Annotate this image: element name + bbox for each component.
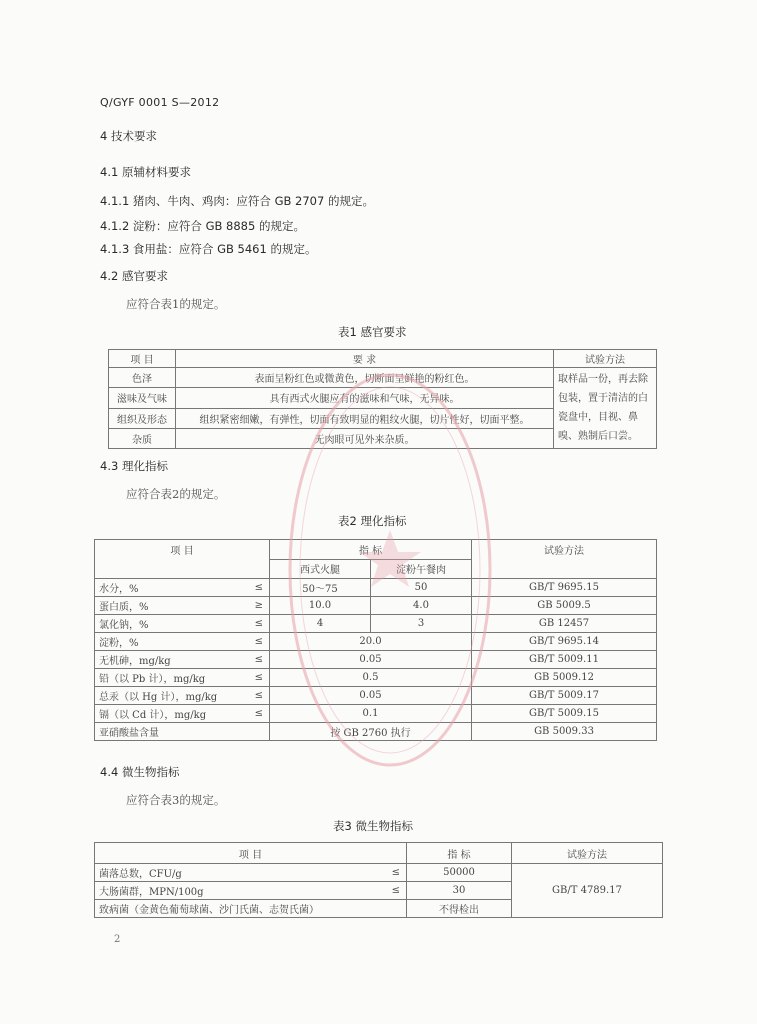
section-4-4-heading: 4.4 微生物指标 (100, 765, 180, 779)
table2-header-index: 指 标 (270, 540, 472, 560)
table2-item: 淀粉，% (95, 633, 250, 651)
stamp-star-icon (359, 530, 421, 587)
table3-comparator: ≤ (386, 864, 407, 882)
table2-comparator (249, 723, 270, 741)
table1-header-requirement: 要 求 (176, 350, 554, 368)
table1-header-method: 试验方法 (554, 350, 657, 368)
table2-method: GB 5009.33 (472, 723, 657, 741)
red-seal-stamp (280, 360, 500, 780)
section-4-1-2: 4.1.2 淀粉：应符合 GB 8885 的规定。 (100, 219, 305, 233)
table2-value: 0.05 (270, 687, 472, 705)
table2-value: 4.0 (371, 597, 472, 615)
table1-cell: 滋味及气味 (109, 388, 176, 408)
table3-caption: 表3 微生物指标 (333, 819, 413, 833)
table2-value: 0.05 (270, 651, 472, 669)
table2-subheader-ham: 西式火腿 (270, 559, 371, 579)
table2-method: GB/T 5009.11 (472, 651, 657, 669)
page-number: 2 (114, 934, 121, 945)
table1-method: 取样品一份，再去除包装，置于清洁的白瓷盘中，目视、鼻嗅、熟制后口尝。 (554, 368, 657, 449)
table2-value: 20.0 (270, 633, 472, 651)
table3-value: 不得检出 (407, 900, 512, 918)
table2-value: 10.0 (270, 597, 371, 615)
section-4-1-3: 4.1.3 食用盐：应符合 GB 5461 的规定。 (100, 242, 317, 256)
table2-value: 4 (270, 615, 371, 633)
table3-header-index: 指 标 (407, 843, 512, 864)
table1-header-item: 项 目 (109, 350, 176, 368)
section-4-4-text: 应符合表3的规定。 (126, 793, 226, 807)
standard-code: Q/GYF 0001 S—2012 (100, 96, 220, 109)
table2-caption: 表2 理化指标 (338, 514, 407, 528)
table3-comparator (386, 900, 407, 918)
table2-comparator: ≤ (249, 687, 270, 705)
table2-item: 无机砷，mg/kg (95, 651, 250, 669)
table3-value: 50000 (407, 864, 512, 882)
table3-method: GB/T 4789.17 (512, 864, 663, 918)
table2-item: 氯化钠，% (95, 615, 250, 633)
table2-method: GB 5009.5 (472, 597, 657, 615)
table2-header-method: 试验方法 (472, 540, 657, 579)
table2-comparator: ≤ (249, 579, 270, 597)
table1-cell: 组织及形态 (109, 408, 176, 428)
table2-item: 亚硝酸盐含量 (95, 723, 250, 741)
table2-value: 按 GB 2760 执行 (270, 723, 472, 741)
table2-header-item: 项 目 (95, 540, 270, 579)
table2-method: GB 5009.12 (472, 669, 657, 687)
table2-value: 50～75 (270, 579, 371, 597)
table3-item: 菌落总数，CFU/g (95, 864, 387, 882)
table3-item: 大肠菌群，MPN/100g (95, 882, 387, 900)
table2-method: GB/T 9695.14 (472, 633, 657, 651)
table2-item: 总汞（以 Hg 计），mg/kg (95, 687, 250, 705)
table2-comparator: ≤ (249, 615, 270, 633)
table3-item: 致病菌（金黄色葡萄球菌、沙门氏菌、志贺氏菌） (95, 900, 387, 918)
table2-value: 0.5 (270, 669, 472, 687)
table2-value: 50 (371, 579, 472, 597)
table2-comparator: ≤ (249, 705, 270, 723)
table1-cell: 具有西式火腿应有的滋味和气味，无异味。 (176, 388, 554, 408)
table2-item: 蛋白质，% (95, 597, 250, 615)
table2-item: 铅（以 Pb 计），mg/kg (95, 669, 250, 687)
table3-microbial (94, 842, 663, 918)
table3-header-method: 试验方法 (512, 843, 663, 864)
table2-item: 镉（以 Cd 计），mg/kg (95, 705, 250, 723)
table2-item: 水分，% (95, 579, 250, 597)
section-4-heading: 4 技术要求 (100, 129, 157, 143)
section-4-1-heading: 4.1 原辅材料要求 (100, 165, 191, 179)
table2-method: GB/T 5009.17 (472, 687, 657, 705)
table3-value: 30 (407, 882, 512, 900)
table2-method: GB 12457 (472, 615, 657, 633)
table2-comparator: ≤ (249, 633, 270, 651)
table2-method: GB/T 5009.15 (472, 705, 657, 723)
table2-comparator: ≥ (249, 597, 270, 615)
table3-header-item: 项 目 (95, 843, 407, 864)
table2-method: GB/T 9695.15 (472, 579, 657, 597)
section-4-1-1: 4.1.1 猪肉、牛肉、鸡肉：应符合 GB 2707 的规定。 (100, 194, 374, 208)
table2-value: 3 (371, 615, 472, 633)
table2-comparator: ≤ (249, 651, 270, 669)
table3-comparator: ≤ (386, 882, 407, 900)
section-4-2-heading: 4.2 感官要求 (100, 269, 168, 283)
section-4-2-text: 应符合表1的规定。 (126, 297, 226, 311)
table1-cell: 表面呈粉红色或微黄色，切断面呈鲜艳的粉红色。 (176, 368, 554, 388)
table2-comparator: ≤ (249, 669, 270, 687)
section-4-3-text: 应符合表2的规定。 (126, 487, 226, 501)
table1-caption: 表1 感官要求 (338, 325, 407, 339)
table2-value: 0.1 (270, 705, 472, 723)
section-4-3-heading: 4.3 理化指标 (100, 459, 168, 473)
table1-cell: 组织紧密细嫩，有弹性，切面有致明显的粗纹火腿，切片性好，切面平整。 (176, 408, 554, 428)
table2-subheader-luncheon: 淀粉午餐肉 (371, 559, 472, 579)
table1-cell: 色泽 (109, 368, 176, 388)
table1-cell: 无肉眼可见外来杂质。 (176, 428, 554, 448)
table1-cell: 杂质 (109, 428, 176, 448)
